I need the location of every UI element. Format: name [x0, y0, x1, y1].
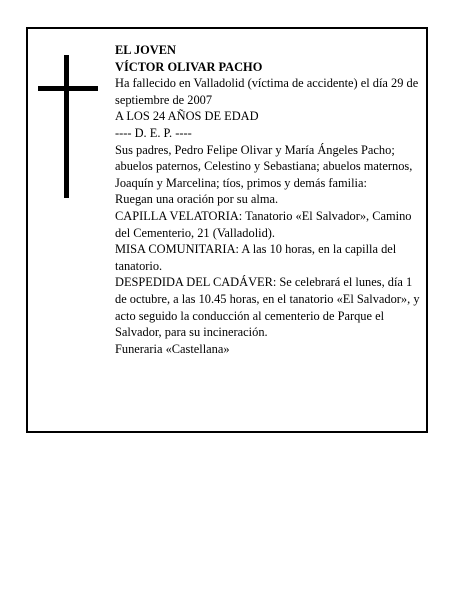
- cross-vertical-bar: [64, 55, 69, 198]
- obituary-text: [115, 42, 421, 357]
- notice-title: EL JOVEN: [115, 43, 176, 57]
- prayer-request: Ruegan una oración por su alma.: [115, 192, 279, 207]
- latin-cross-icon: [38, 55, 98, 198]
- cross-horizontal-bar: [38, 86, 98, 91]
- rip-line: ---- D. E. P. ----: [115, 125, 192, 140]
- death-announcement: Ha fallecido en Valladolid (víctima de accidente) el día 29 de septiembre de 2007: [115, 76, 419, 107]
- deceased-name: VÍCTOR OLIVAR PACHO: [115, 59, 263, 74]
- obituary-notice: [26, 27, 428, 433]
- wake-chapel-info: CAPILLA VELATORIA: Tanatorio «El Salvador», Camino del Cementerio, 21 (Valladolid).: [115, 208, 412, 240]
- mass-info: MISA COMUNITARIA: A las 10 horas, en la capilla del tanatorio.: [115, 242, 397, 273]
- age-line: A LOS 24 AÑOS DE EDAD: [115, 109, 259, 124]
- family-list: Sus padres, Pedro Felipe Olivar y María Ángeles Pacho; abuelos paternos, Celestino y Sebastiana; abuelos maternos, Joaquín y Marcelina; tíos, primos y demás familia:: [115, 142, 413, 190]
- farewell-info: DESPEDIDA DEL CADÁVER: Se celebrará el lunes, día 1 de octubre, a las 10.45 horas, en el tanatorio «El Salvador», y acto seguido la conducción al cementerio de Parque el Salvador, para su incineración.: [115, 275, 420, 340]
- funeral-home: Funeraria «Castellana»: [115, 341, 230, 356]
